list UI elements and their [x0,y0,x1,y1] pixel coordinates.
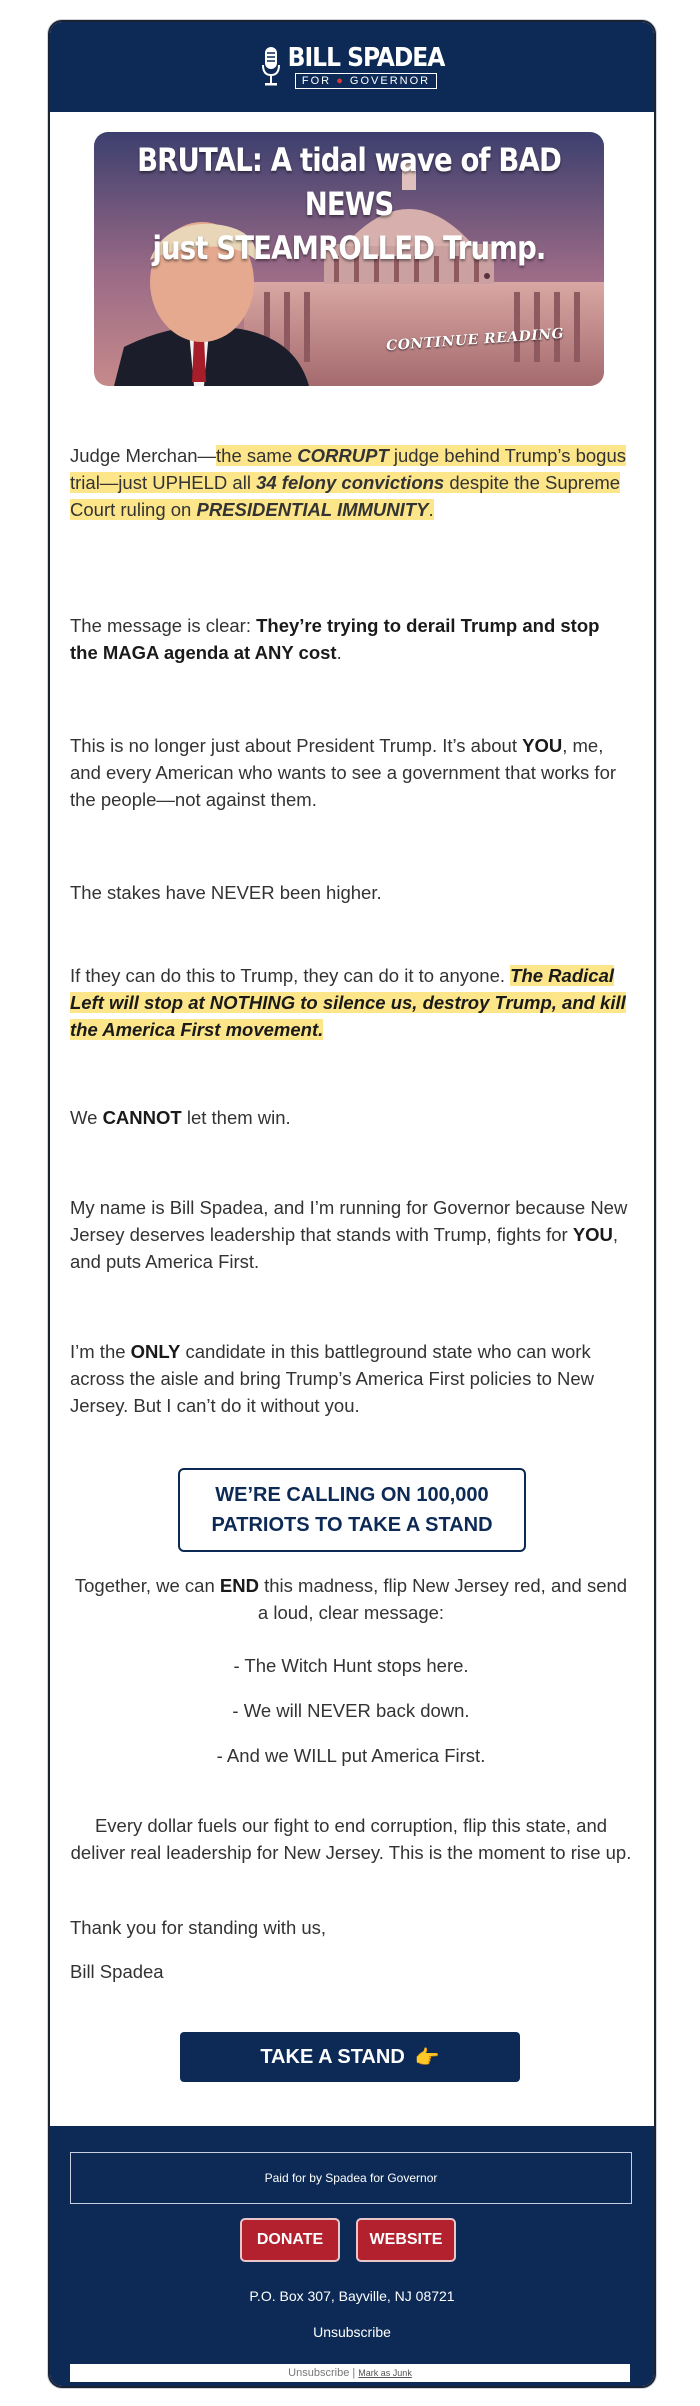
highlighted-text: The Radical Left will stop at NOTHING to silence us, destroy Trump, and kill the America First movement. [70,965,626,1040]
take-a-stand-button[interactable] [180,2032,520,2082]
continue-reading-link[interactable]: CONTINUE READING [385,325,565,355]
closing-thanks: Thank you for standing with us, [70,1917,327,1938]
text-span: They’re trying to derail Trump and stop the MAGA agenda at ANY cost [70,615,600,663]
text-span: let them win. [181,1107,291,1128]
text-span: YOU [572,1224,613,1245]
hero-headline [130,138,569,270]
logo-governor: GOVERNOR [349,75,431,87]
paragraph-message [70,612,632,666]
paragraph-you [70,732,632,813]
text-span: If they can do this to Trump, they can do it to anyone. [70,965,511,986]
text-span: . [336,642,342,663]
text-span: We [70,1107,103,1128]
callout-box [178,1468,526,1552]
text-span: This is no longer just about President Trump. It’s about [70,735,523,756]
email-header [50,22,654,112]
hero-banner[interactable] [94,132,604,386]
email-footer [50,2126,654,2386]
signature: Bill Spadea [70,1961,164,1982]
text-span: . [428,499,434,520]
bullet-witch-hunt: - The Witch Hunt stops here. [233,1655,469,1676]
donate-button[interactable]: DONATE [240,2218,340,2262]
hero-headline-line1: BRUTAL: A tidal wave of BAD NEWS [137,141,561,223]
paragraph-stakes: The stakes have NEVER been higher. [70,882,382,903]
text-span: Judge Merchan— [70,445,217,466]
text-span: PRESIDENTIAL IMMUNITY [196,499,429,520]
website-button[interactable]: WEBSITE [356,2218,456,2262]
campaign-logo[interactable] [260,45,445,89]
paragraph-name [70,1194,632,1275]
text-span: ONLY [130,1341,181,1362]
separator: | [352,2367,356,2379]
bottom-unsubscribe-link[interactable]: Unsubscribe [288,2367,350,2379]
text-span: , and puts America First. [70,1224,619,1272]
paragraph-radical-left [70,962,632,1043]
text-span: END [219,1575,259,1596]
client-action-bar [70,2364,630,2382]
logo-for: FOR [301,75,332,87]
paragraph-cannot [70,1104,632,1131]
logo-name: BILL SPADEA [287,43,445,73]
text-span: Together, we can [74,1575,220,1596]
text-span: the same [216,445,298,466]
text-span: judge behind Trump’s bogus trial—just UPHELD all [70,445,627,493]
callout-line2: PATRIOTS TO TAKE A STAND [211,1514,493,1536]
logo-subtitle [295,73,437,89]
text-span: candidate in this battleground state who can work across the aisle and bring Trump’s America First policies to New Jersey. But I can’t do it without you. [70,1341,595,1416]
mailing-address: P.O. Box 307, Bayville, NJ 08721 [249,2288,455,2304]
text-span: The message is clear: [70,615,257,636]
take-a-stand-label: TAKE A STAND [260,2045,405,2068]
text-span: this madness, flip New Jersey red, and send a loud, clear message: [257,1575,628,1623]
microphone-icon [260,45,282,89]
paragraph-every-dollar: Every dollar fuels our fight to end corruption, flip this state, and deliver real leadership for New Jersey. This is the moment to rise up. [70,1815,632,1863]
text-span: I’m the [70,1341,131,1362]
nj-map-icon: ● [336,75,345,87]
bullet-never-back-down: - We will NEVER back down. [232,1700,470,1721]
bullet-america-first: - And we WILL put America First. [216,1745,486,1766]
paid-for-disclaimer: Paid for by Spadea for Governor [70,2152,632,2204]
hero-headline-line2: just STEAMROLLED Trump. [152,229,546,267]
mark-as-junk-link[interactable]: Mark as Junk [358,2368,412,2378]
paragraph-merchan [70,442,632,523]
unsubscribe-link[interactable]: Unsubscribe [313,2324,391,2340]
text-span: 34 felony convictions [256,472,445,493]
paragraph-only-candidate [70,1338,632,1419]
text-span: YOU [522,735,563,756]
text-span: despite the Supreme Court ruling on [70,472,621,520]
paragraph-together [70,1572,632,1626]
email-card [48,20,656,2388]
text-span: CANNOT [102,1107,182,1128]
callout-line1: WE’RE CALLING ON 100,000 [215,1484,489,1506]
text-span: CORRUPT [297,445,389,466]
text-span: My name is Bill Spadea, and I’m running for Governor because New Jersey deserves leadership that stands with Trump, fights for [70,1197,628,1245]
text-span: , me, and every American who wants to see a government that works for the people—not against them. [70,735,617,810]
pointing-hand-icon: 👉 [414,2046,440,2069]
